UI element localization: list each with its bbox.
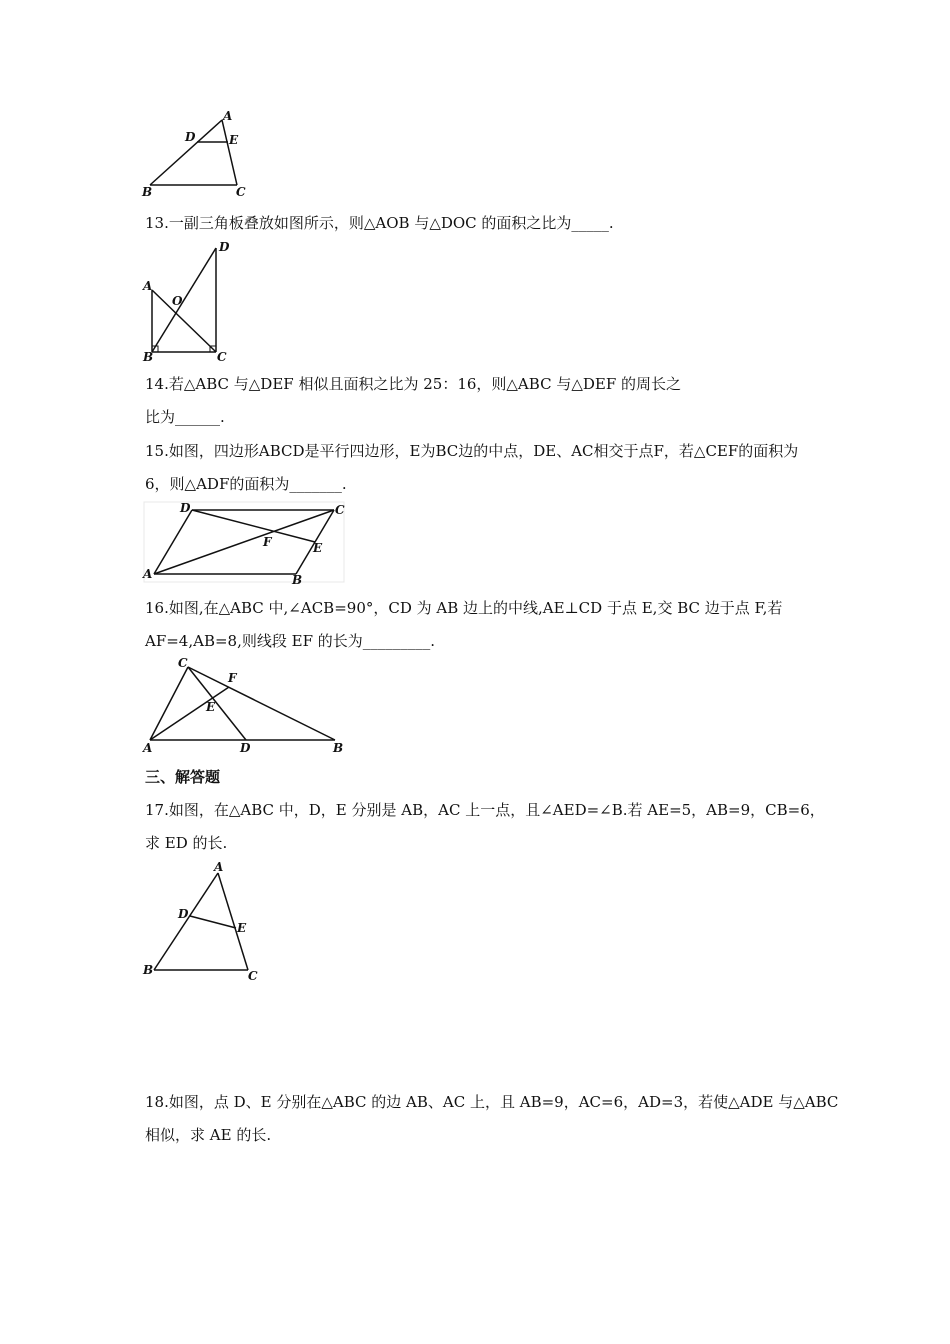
figure-q13-set-squares <box>140 240 240 365</box>
q14-line2: 比为______. <box>145 408 225 426</box>
fig13-label-a: A <box>143 279 153 293</box>
section-title: 三、解答题 <box>145 768 221 786</box>
fig13-label-d: D <box>219 240 230 254</box>
fig12-label-b: B <box>142 185 153 199</box>
fig16-label-b: B <box>333 741 344 755</box>
fig17-label-b: B <box>143 963 154 977</box>
q18-line1: 18.如图，点 D、E 分别在△ABC 的边 AB、AC 上，且 AB=9，AC=6，AD=3，若使△ADE 与△ABC <box>145 1093 839 1111</box>
fig12-label-a: A <box>223 109 233 123</box>
fig17-label-e: E <box>237 921 247 935</box>
fig17-label-a: A <box>214 860 224 874</box>
fig15-label-f: F <box>263 535 272 549</box>
q16-line2: AF=4,AB=8,则线段 EF 的长为_________. <box>145 632 436 650</box>
fig15-label-b: B <box>292 573 303 587</box>
fig15-label-a: A <box>143 567 153 581</box>
fig16-label-a: A <box>143 741 153 755</box>
q13-text: 13.一副三角板叠放如图所示，则△AOB 与△DOC 的面积之比为_____. <box>145 214 614 232</box>
fig17-label-d: D <box>178 907 189 921</box>
figure-q12-triangle <box>140 110 260 200</box>
q17-line1: 17.如图，在△ABC 中，D，E 分别是 AB，AC 上一点，且∠AED=∠B.若 AE=5，AB=9，CB=6， <box>145 801 825 819</box>
fig13-label-c: C <box>217 350 227 364</box>
fig12-label-d: D <box>185 130 196 144</box>
fig15-label-d: D <box>180 501 191 515</box>
figure-q16-triangle <box>140 655 355 760</box>
fig13-label-b: B <box>143 350 154 364</box>
q17-line2: 求 ED 的长. <box>145 834 228 852</box>
figure-q17-triangle <box>140 858 270 988</box>
fig17-label-c: C <box>248 969 258 983</box>
fig12-label-e: E <box>229 133 239 147</box>
fig16-label-d: D <box>240 741 251 755</box>
figure-q15-parallelogram <box>140 500 350 585</box>
fig15-label-e: E <box>313 541 323 555</box>
fig15-label-c: C <box>335 503 345 517</box>
q15-line1: 15.如图，四边形ABCD是平行四边形，E为BC边的中点，DE、AC相交于点F，若△CEF的面积为 <box>145 442 799 460</box>
fig16-label-f: F <box>228 671 237 685</box>
fig13-label-o: O <box>172 294 183 308</box>
fig16-label-e: E <box>206 700 216 714</box>
fig16-label-c: C <box>178 656 188 670</box>
q15-line2: 6，则△ADF的面积为_______. <box>145 475 347 493</box>
q16-line1: 16.如图,在△ABC 中,∠ACB=90°，CD 为 AB 边上的中线,AE⊥CD 于点 E,交 BC 边于点 F,若 <box>145 599 783 617</box>
q18-line2: 相似，求 AE 的长. <box>145 1126 272 1144</box>
q14-line1: 14.若△ABC 与△DEF 相似且面积之比为 25：16，则△ABC 与△DEF 的周长之 <box>145 375 682 393</box>
fig12-label-c: C <box>236 185 246 199</box>
